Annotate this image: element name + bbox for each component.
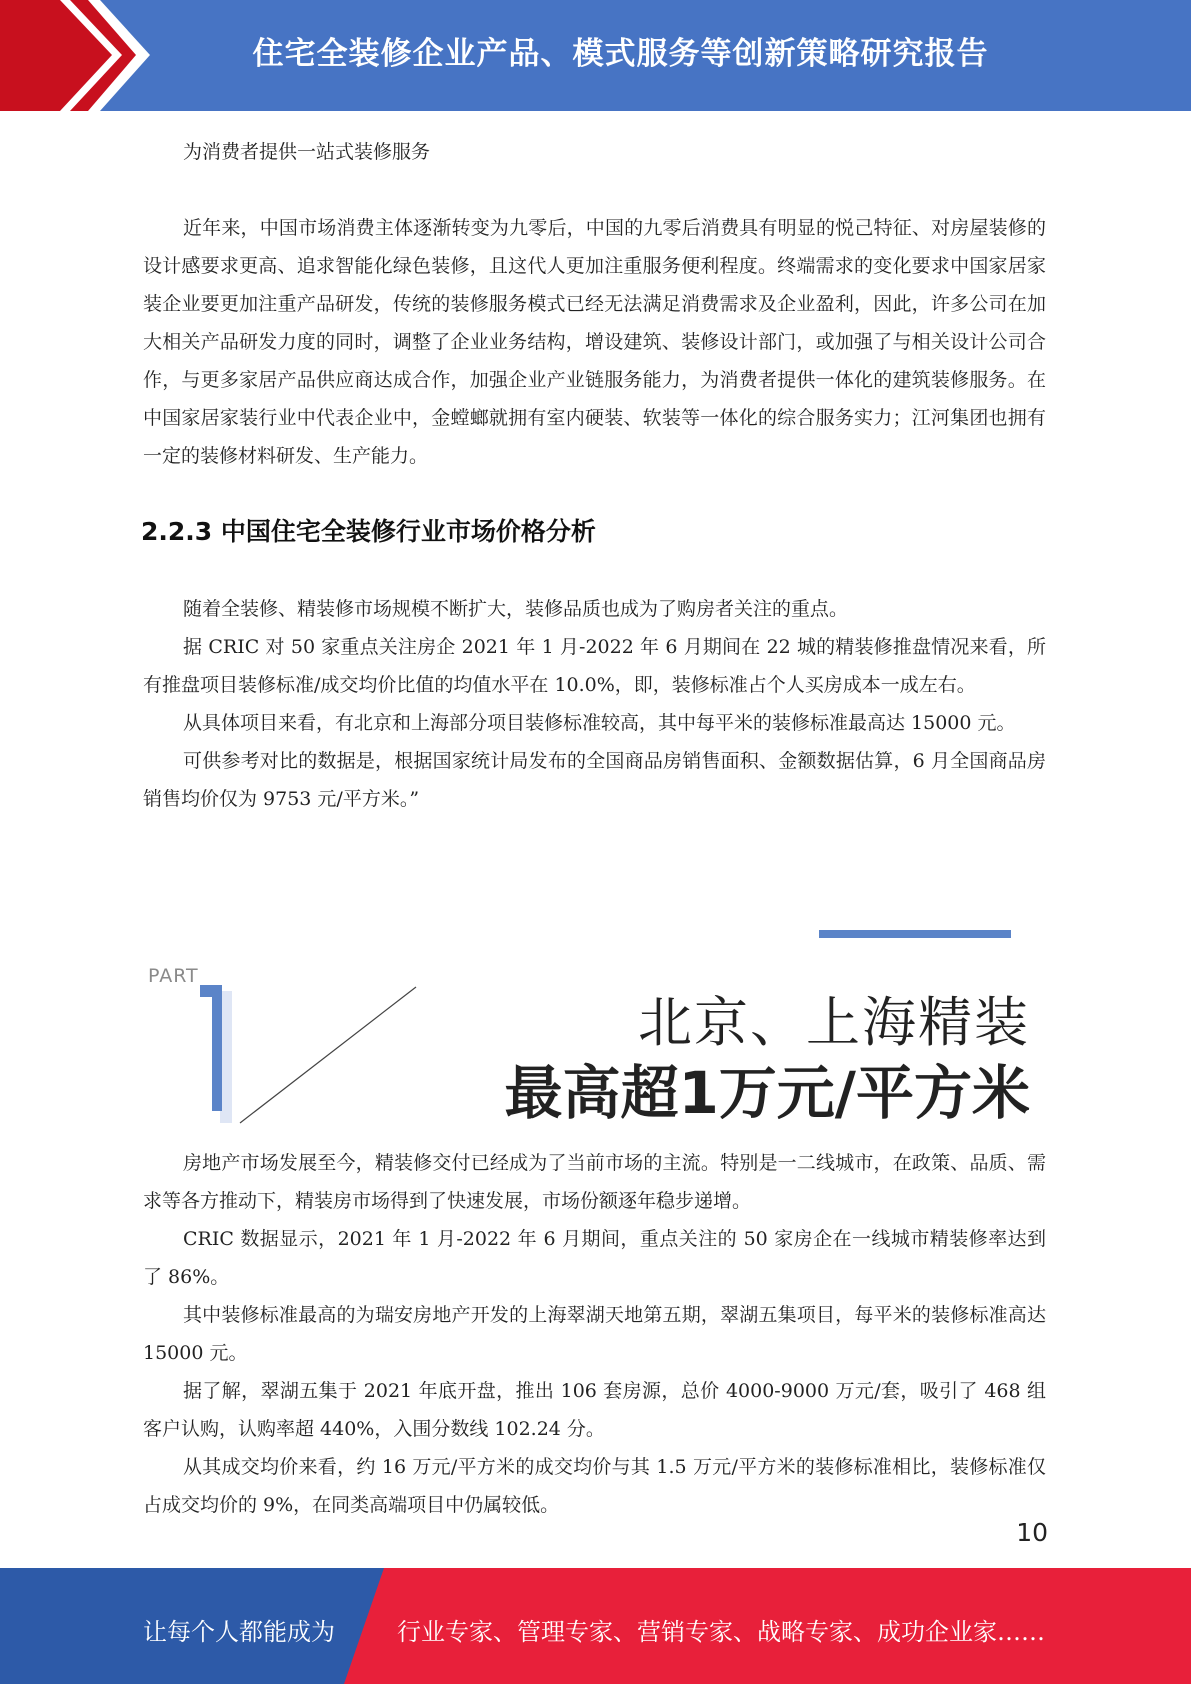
banner-accent-bar bbox=[819, 930, 1011, 938]
large-numeral-one-graphic bbox=[200, 983, 234, 1123]
paragraph: 从其成交均价来看，约 16 万元/平方米的成交均价与其 1.5 万元/平方米的装修标准相比，装修标准仅占成交均价的 9%，在同类高端项目中仍属较低。 bbox=[143, 1456, 1046, 1516]
paragraph: 据了解，翠湖五集于 2021 年底开盘，推出 106 套房源，总价 4000-9000 万元/套，吸引了 468 组客户认购，认购率超 440%，入围分数线 102.24 分。 bbox=[143, 1380, 1046, 1440]
page-header bbox=[0, 0, 1191, 111]
paragraph: 从具体项目来看，有北京和上海部分项目装修标准较高，其中每平米的装修标准最高达 15000 元。 bbox=[183, 712, 1016, 734]
footer-slogan-right: 行业专家、管理专家、营销专家、战略专家、成功企业家…… bbox=[397, 1618, 1045, 1646]
report-title: 住宅全装修企业产品、模式服务等创新策略研究报告 bbox=[252, 36, 989, 72]
paragraph: 其中装修标准最高的为瑞安房地产开发的上海翠湖天地第五期，翠湖五集项目，每平米的装修标准高达 15000 元。 bbox=[143, 1304, 1046, 1364]
section-subheading: 为消费者提供一站式装修服务 bbox=[183, 141, 431, 163]
footer-slogan-left: 让每个人都能成为 bbox=[143, 1618, 335, 1646]
diagonal-line-decoration bbox=[238, 985, 418, 1125]
price-analysis-section bbox=[143, 590, 1046, 818]
page-number: 10 bbox=[1016, 1518, 1048, 1547]
paragraph: 可供参考对比的数据是，根据国家统计局发布的全国商品房销售面积、金额数据估算，6 月全国商品房销售均价仅为 9753 元/平方米。” bbox=[143, 750, 1046, 810]
banner-headline-line1: 北京、上海精装 bbox=[638, 991, 1030, 1054]
header-red-arrow-decoration bbox=[0, 0, 150, 111]
intro-paragraph: 近年来，中国市场消费主体逐渐转变为九零后，中国的九零后消费具有明显的悦己特征、对房屋装修的设计感要求更高、追求智能化绿色装修，且这代人更加注重服务便利程度。终端需求的变化要求中国家居家装企业要更加注重产品研发，传统的装修服务模式已经无法满足消费需求及企业盈利，因此，许多公司在加大相关产品研发力度的同时，调整了企业业务结构，增设建筑、装修设计部门，或加强了与相关设计公司合作，与更多家居产品供应商达成合作，加强企业产业链服务能力，为消费者提供一体化的建筑装修服务。在中国家居家装行业中代表企业中，金螳螂就拥有室内硬装、软装等一体化的综合服务实力；江河集团也拥有一定的装修材料研发、生产能力。 bbox=[143, 217, 1046, 467]
section-title: 2.2.3 中国住宅全装修行业市场价格分析 bbox=[141, 517, 596, 546]
paragraph: 据 CRIC 对 50 家重点关注房企 2021 年 1 月-2022 年 6 月期间在 22 城的精装修推盘情况来看，所有推盘项目装修标准/成交均价比值的均值水平在 10.0%，即，装修标准占个人买房成本一成左右。 bbox=[143, 636, 1046, 696]
part-banner-image bbox=[140, 925, 1040, 1125]
paragraph: CRIC 数据显示，2021 年 1 月-2022 年 6 月期间，重点关注的 50 家房企在一线城市精装修率达到了 86%。 bbox=[143, 1228, 1046, 1288]
paragraph: 随着全装修、精装修市场规模不断扩大，装修品质也成为了购房者关注的重点。 bbox=[183, 598, 849, 620]
part-label: PART bbox=[148, 965, 199, 987]
intro-section bbox=[143, 209, 1046, 475]
paragraph: 房地产市场发展至今，精装修交付已经成为了当前市场的主流。特别是一二线城市，在政策、品质、需求等各方推动下，精装房市场得到了快速发展，市场份额逐年稳步递增。 bbox=[143, 1152, 1046, 1212]
banner-headline-line2: 最高超1万元/平方米 bbox=[504, 1059, 1030, 1127]
fine-decoration-section bbox=[143, 1144, 1046, 1524]
